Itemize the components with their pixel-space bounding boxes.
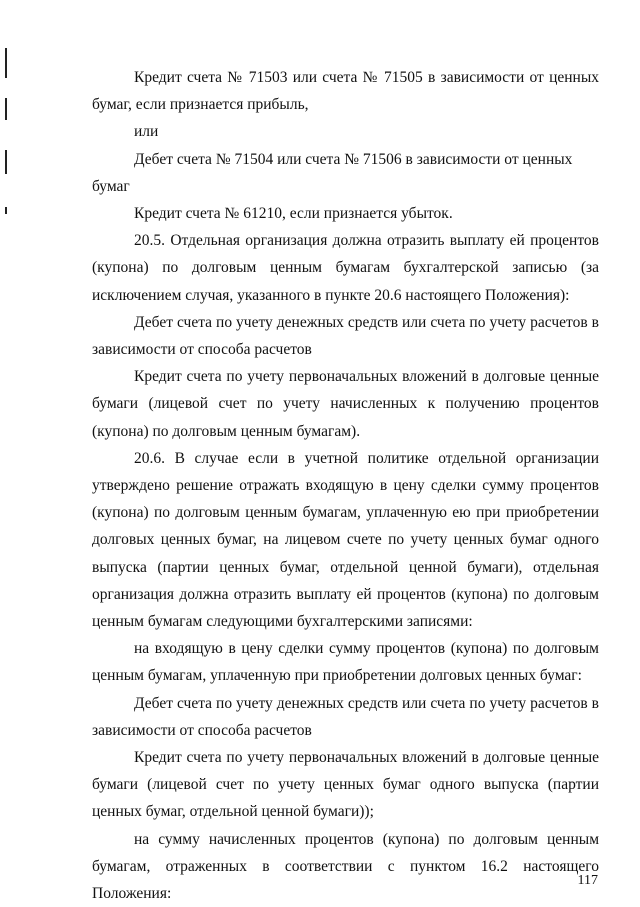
page-number: 117: [577, 873, 598, 888]
margin-mark: [5, 207, 7, 214]
paragraph: 20.5. Отдельная организация должна отразить выплату ей процентов (купона) по долговым ценным бумагам бухгалтерской записью (за исключением случая, указанного в пункте 20.6 настоящего Положения):: [92, 232, 599, 304]
document-body: [92, 64, 599, 907]
paragraph: 20.6. В случае если в учетной политике отдельной организации утверждено решение отражать входящую в цену сделки сумму процентов (купона) по долговым ценным бумагам, уплаченную ею при приобретении долговых ценных бумаг, на лицевом счете по учету ценных бумаг одного выпуска (партии ценных бумаг, отдельной ценной бумаги), отдельная организация должна отразить выплату ей процентов (купона) по долговым ценным бумагам следующими бухгалтерскими записями:: [92, 449, 599, 631]
margin-mark: [5, 98, 7, 120]
paragraph: Кредит счета по учету первоначальных вложений в долговые ценные бумаги (лицевой счет по учету ценных бумаг одного выпуска (партии ценных бумаг, отдельной ценной бумаги));: [92, 749, 599, 821]
paragraph: Дебет счета по учету денежных средств или счета по учету расчетов в зависимости от способа расчетов: [92, 313, 599, 359]
paragraph: на входящую в цену сделки сумму процентов (купона) по долговым ценным бумагам, уплаченную при приобретении долговых ценных бумаг:: [92, 640, 599, 685]
margin-mark: [5, 48, 7, 78]
paragraph: Кредит счета № 61210, если признается убыток.: [134, 205, 453, 223]
paragraph: Кредит счета по учету первоначальных вложений в долговые ценные бумаги (лицевой счет по учету начисленных к получению процентов (купона) по долговым ценным бумагам).: [92, 368, 599, 440]
paragraph: Дебет счета по учету денежных средств или счета по учету расчетов в зависимости от способа расчетов: [92, 694, 599, 739]
paragraph: Дебет счета № 71504 или счета № 71506 в зависимости от ценных бумаг: [92, 150, 573, 195]
margin-mark: [5, 150, 7, 174]
paragraph: Кредит счета № 71503 или счета № 71505 в зависимости от ценных бумаг, если признается прибыль,: [92, 69, 599, 114]
paragraph: или: [134, 123, 159, 141]
paragraph: на сумму начисленных процентов (купона) по долговым ценным бумагам, отраженных в соответствии с пунктом 16.2 настоящего Положения:: [92, 830, 599, 903]
